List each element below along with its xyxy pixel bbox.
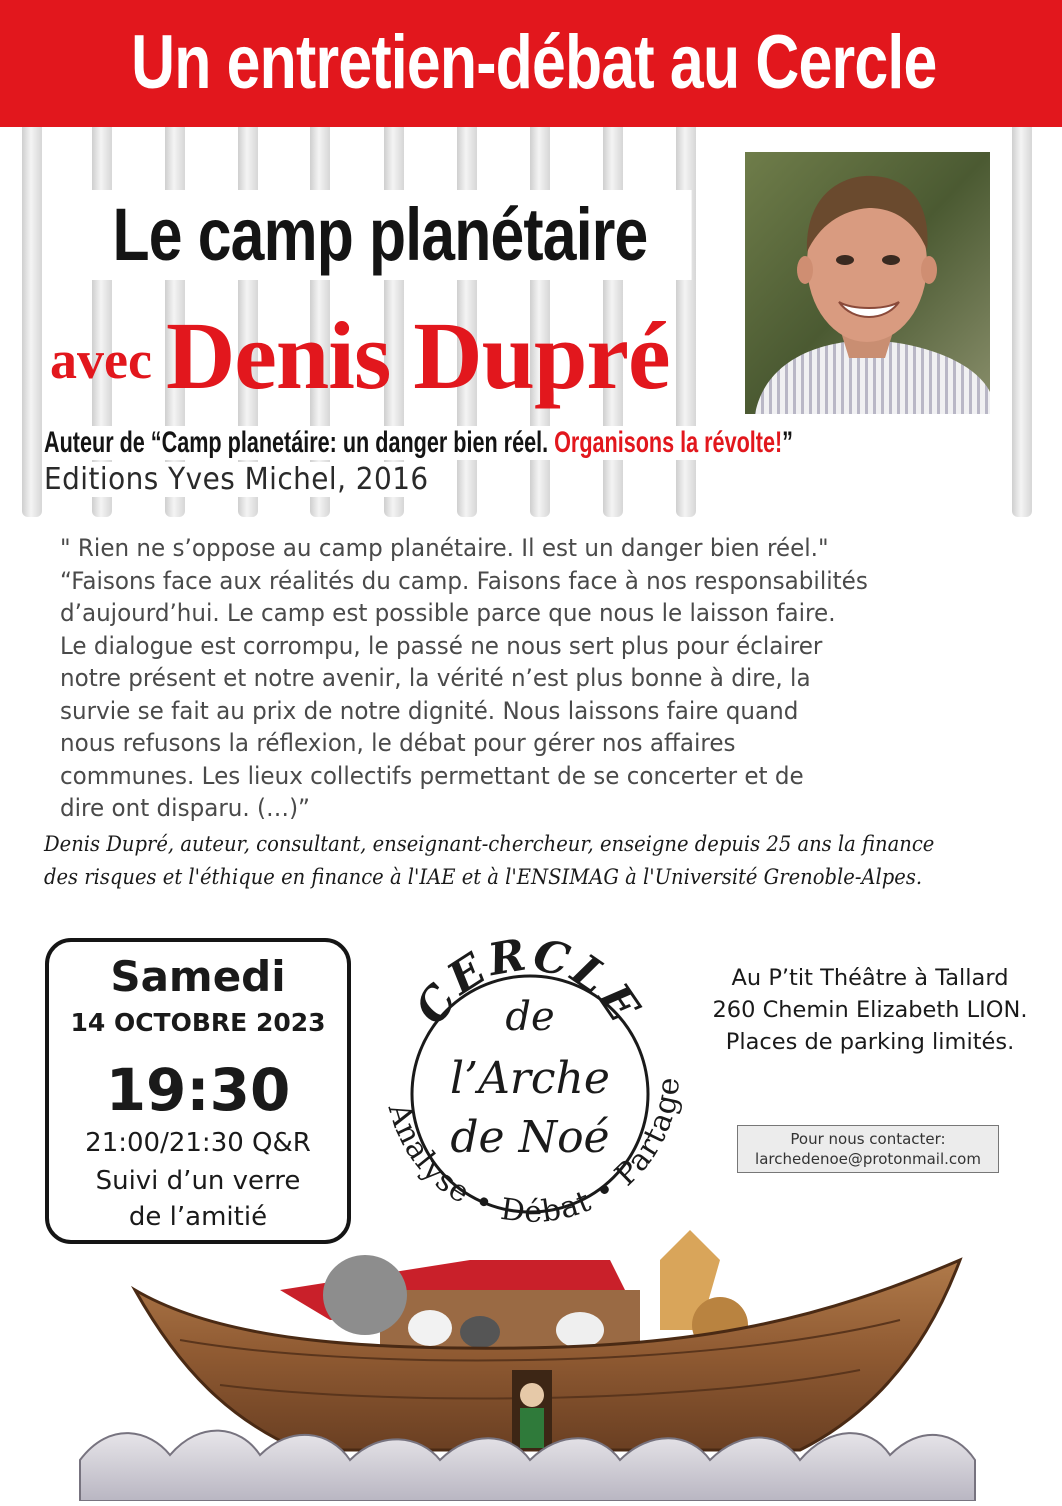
speaker-name: Denis Dupré bbox=[165, 302, 670, 409]
publisher: Editions Yves Michel, 2016 bbox=[44, 462, 436, 497]
venue-info bbox=[680, 962, 1060, 1058]
event-date: 14 OCTOBRE 2023 bbox=[70, 1008, 326, 1037]
venue-parking: Places de parking limités. bbox=[725, 1029, 1015, 1055]
book-quote bbox=[60, 532, 982, 825]
book-prefix: Auteur de “Camp planetáire: un danger bien réel. bbox=[44, 426, 555, 459]
event-followup: Suivi d’un verre bbox=[95, 1166, 301, 1196]
venue-address: 260 Chemin Elizabeth LION. bbox=[712, 997, 1028, 1023]
logo-line-1: de bbox=[505, 994, 555, 1040]
book-suffix: ” bbox=[782, 426, 793, 459]
event-title: Le camp planétaire bbox=[68, 190, 691, 280]
book-reference bbox=[44, 426, 793, 460]
book-highlight: Organisons la révolte! bbox=[554, 426, 783, 459]
quote-line: survie se fait au prix de notre dignité. Nous laissons faire quand bbox=[60, 696, 799, 725]
venue-name: Au P’tit Théâtre à Tallard bbox=[731, 965, 1009, 991]
speaker-portrait bbox=[745, 152, 990, 414]
quote-line: " Rien ne s’oppose au camp planétaire. Il est un danger bien réel." bbox=[60, 534, 829, 562]
contact-email[interactable]: larchedenoe@protonmail.com bbox=[755, 1150, 981, 1168]
quote-line: “Faisons face aux réalités du camp. Faisons face à nos responsabilités bbox=[60, 566, 868, 595]
speaker-bio bbox=[44, 828, 955, 894]
logo-line-2: l’Arche bbox=[450, 1053, 610, 1104]
noah-ark-illustration bbox=[0, 1220, 1062, 1501]
quote-line: nous refusons la réflexion, le débat pour gérer nos affaires bbox=[60, 729, 736, 757]
event-day: Samedi bbox=[110, 952, 286, 1001]
logo-tagline: Analyse • Débat • Partage bbox=[380, 1075, 688, 1231]
quote-line: dire ont disparu. (…)” bbox=[60, 794, 311, 822]
event-time: 19:30 bbox=[105, 1056, 291, 1124]
bio-line: des risques et l'éthique en finance à l'IAE et à l'ENSIMAG à l'Université Grenoble-Alpes. bbox=[44, 865, 923, 889]
quote-line: notre présent et notre avenir, la vérité n’est plus bonne à dire, la bbox=[60, 664, 811, 692]
quote-line: d’aujourd’hui. Le camp est possible parce que nous le laisson faire. bbox=[60, 599, 836, 627]
event-followup-2: de l’amitié bbox=[128, 1202, 268, 1232]
contact-label: Pour nous contacter: bbox=[790, 1130, 946, 1148]
quote-line: Le dialogue est corrompu, le passé ne nous sert plus pour éclairer bbox=[60, 631, 823, 660]
bio-line: Denis Dupré, auteur, consultant, enseignant-chercheur, enseigne depuis 25 ans la finance bbox=[44, 832, 935, 856]
contact-box bbox=[737, 1125, 999, 1173]
speaker-line bbox=[50, 300, 670, 411]
quote-line: communes. Les lieux collectifs permettant de se concerter et de bbox=[60, 761, 804, 790]
bar bbox=[22, 127, 42, 517]
event-date-box bbox=[45, 938, 351, 1244]
event-qa-time: 21:00/21:30 Q&R bbox=[85, 1128, 311, 1158]
avec-label: avec bbox=[50, 330, 152, 390]
logo-line-3: de Noé bbox=[450, 1112, 610, 1163]
bar bbox=[1012, 127, 1032, 517]
banner-title: Un entretien-débat au Cercle bbox=[131, 20, 937, 105]
logo-arc-title: CERCLE bbox=[405, 930, 651, 1034]
cercle-logo bbox=[368, 930, 692, 1250]
